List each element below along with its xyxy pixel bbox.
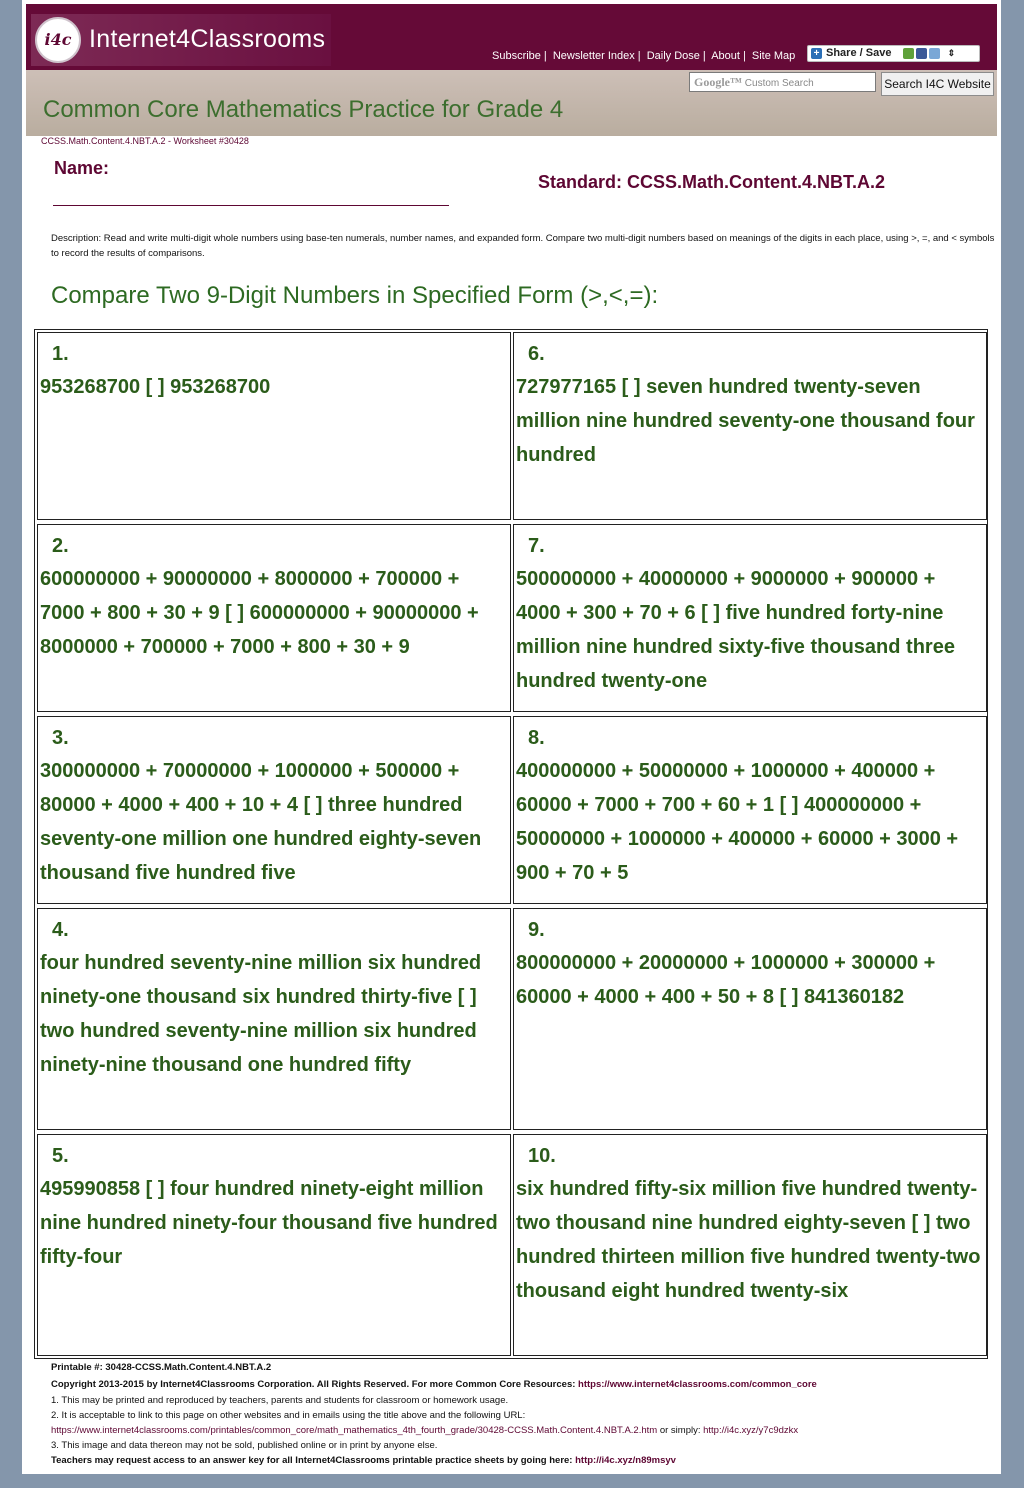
problem-text: four hundred seventy-nine million six hundred ninety-one thousand six hundred thirty-five [ ] two hundred seventy-nine million six hundred ninety-nine thousand one hundred fifty bbox=[40, 952, 482, 1076]
worksheet-heading: Compare Two 9-Digit Numbers in Specified Form (>,<,=): bbox=[51, 282, 659, 309]
nav-separator: | bbox=[637, 50, 641, 62]
top-nav bbox=[492, 50, 795, 62]
search-button[interactable]: Search I4C Website bbox=[881, 72, 994, 96]
problem-text: six hundred fifty-six million five hundred twenty-two thousand nine hundred eighty-seven [ ] two hundred thirteen million five hundred twenty-two thousand eight hundred twenty-six bbox=[516, 1178, 981, 1302]
site-header bbox=[26, 4, 997, 136]
search-input[interactable] bbox=[689, 72, 876, 92]
nav-separator: | bbox=[702, 50, 706, 62]
problem-text: 500000000 + 40000000 + 9000000 + 900000 + 4000 + 300 + 70 + 6 [ ] five hundred forty-nine million nine hundred sixty-five thousand three hundred twenty-one bbox=[516, 568, 955, 692]
twitter-icon bbox=[929, 48, 940, 59]
name-label: Name: bbox=[54, 158, 110, 178]
footer-note-1: 1. This may be printed and reproduced by teachers, parents and students for classroom or homework usage. bbox=[51, 1395, 509, 1406]
problem-text: 495990858 [ ] four hundred ninety-eight million nine hundred ninety-four thousand five hundred fifty-four bbox=[40, 1178, 498, 1268]
problem-number: 3. bbox=[52, 727, 69, 749]
footer-answer-key bbox=[51, 1455, 676, 1466]
facebook-icon bbox=[916, 48, 927, 59]
share-print-icon bbox=[903, 48, 914, 59]
worksheet-url-link[interactable]: https://www.internet4classrooms.com/printables/common_core/math_mathematics_4th_fourth_grade/30428-CCSS.Math.Content.4.NBT.A.2.htm bbox=[51, 1425, 658, 1436]
nav-subscribe[interactable]: Subscribe bbox=[492, 50, 541, 62]
nav-site-map[interactable]: Site Map bbox=[751, 50, 796, 62]
problem-text: 953268700 [ ] 953268700 bbox=[40, 376, 271, 398]
problem-number: 10. bbox=[528, 1145, 556, 1167]
logo-badge-icon: i4c bbox=[35, 17, 81, 63]
plus-icon: + bbox=[811, 48, 822, 59]
description: Description: Read and write multi-digit whole numbers using base-ten numerals, number names, and expanded form. Compare two multi-digit numbers based on meanings of the digits in each place, using >, =, and < symbols to record the results of comparisons. bbox=[51, 233, 995, 259]
footer-note-3: 3. This image and data thereon may not be sold, published online or in print by anyone else. bbox=[51, 1440, 438, 1451]
search-placeholder: Custom Search bbox=[744, 78, 814, 89]
nav-daily-dose[interactable]: Daily Dose bbox=[646, 50, 700, 62]
standard-label: Standard: CCSS.Math.Content.4.NBT.A.2 bbox=[538, 172, 886, 192]
chevron-updown-icon: ⇕ bbox=[947, 48, 956, 58]
problem-cell bbox=[37, 332, 511, 520]
problem-text: 600000000 + 90000000 + 8000000 + 700000 + 7000 + 800 + 30 + 9 [ ] 600000000 + 90000000 + 8000000 + 700000 + 7000 + 800 + 30 + 9 bbox=[40, 568, 479, 658]
footer-note-2: 2. It is acceptable to link to this page on other websites and in emails using the title above and the following URL: bbox=[51, 1410, 526, 1421]
nav-separator: | bbox=[543, 50, 547, 62]
problem-text: 400000000 + 50000000 + 1000000 + 400000 + 60000 + 7000 + 700 + 60 + 1 [ ] 400000000 + 50000000 + 1000000 + 400000 + 60000 + 3000 + 900 + 70 + 5 bbox=[516, 760, 959, 884]
problem-cell bbox=[513, 716, 987, 904]
problem-number: 5. bbox=[52, 1145, 69, 1167]
footer-printable: Printable #: 30428-CCSS.Math.Content.4.NBT.A.2 bbox=[51, 1362, 272, 1373]
problem-number: 4. bbox=[52, 919, 69, 941]
problem-number: 1. bbox=[52, 343, 69, 365]
answer-key-link[interactable]: http://i4c.xyz/n89msyv bbox=[575, 1455, 676, 1466]
common-core-link[interactable]: https://www.internet4classrooms.com/common_core bbox=[578, 1379, 817, 1390]
problem-text: 300000000 + 70000000 + 1000000 + 500000 + 80000 + 4000 + 400 + 10 + 4 [ ] three hundred seventy-one million one hundred eighty-seven thousand five hundred five bbox=[40, 760, 482, 884]
name-blank-line bbox=[53, 205, 449, 206]
problem-number: 7. bbox=[528, 535, 545, 557]
share-save-button[interactable] bbox=[807, 45, 980, 62]
problems-grid bbox=[34, 329, 988, 1359]
page-title: Common Core Mathematics Practice for Grade 4 bbox=[43, 96, 564, 123]
copyright-text: Copyright 2013-2015 by Internet4Classrooms Corporation. All Rights Reserved. For more Common Core Resources: bbox=[51, 1379, 576, 1390]
or-simply-text: or simply: bbox=[657, 1425, 704, 1436]
nav-about[interactable]: About bbox=[711, 50, 740, 62]
worksheet-id: CCSS.Math.Content.4.NBT.A.2 - Worksheet #30428 bbox=[41, 136, 249, 146]
answer-key-text: Teachers may request access to an answer key for all Internet4Classrooms printable practice sheets by going here: bbox=[51, 1455, 573, 1466]
logo-text: Internet4Classrooms bbox=[89, 25, 326, 53]
problem-cell bbox=[37, 524, 511, 712]
site-logo[interactable] bbox=[31, 14, 331, 66]
problem-number: 2. bbox=[52, 535, 69, 557]
problem-text: 727977165 [ ] seven hundred twenty-seven million nine hundred seventy-one thousand four hundred bbox=[516, 376, 975, 466]
footer-copyright bbox=[51, 1379, 817, 1390]
problem-cell bbox=[37, 908, 511, 1130]
footer-note-2-links bbox=[51, 1425, 798, 1436]
nav-separator: | bbox=[742, 50, 746, 62]
share-label: Share / Save bbox=[826, 47, 892, 59]
problem-number: 9. bbox=[528, 919, 545, 941]
problem-cell bbox=[37, 716, 511, 904]
google-logo: Google™ bbox=[694, 75, 742, 89]
problem-cell bbox=[513, 908, 987, 1130]
problem-number: 6. bbox=[528, 343, 545, 365]
page bbox=[22, 0, 1001, 1474]
short-url-link[interactable]: http://i4c.xyz/y7c9dzkx bbox=[703, 1425, 799, 1436]
problem-cell bbox=[513, 332, 987, 520]
problem-text: 800000000 + 20000000 + 1000000 + 300000 + 60000 + 4000 + 400 + 50 + 8 [ ] 841360182 bbox=[516, 952, 936, 1008]
problem-cell bbox=[37, 1134, 511, 1356]
problem-number: 8. bbox=[528, 727, 545, 749]
problem-cell bbox=[513, 524, 987, 712]
nav-newsletter-index[interactable]: Newsletter Index bbox=[552, 50, 635, 62]
problem-cell bbox=[513, 1134, 987, 1356]
